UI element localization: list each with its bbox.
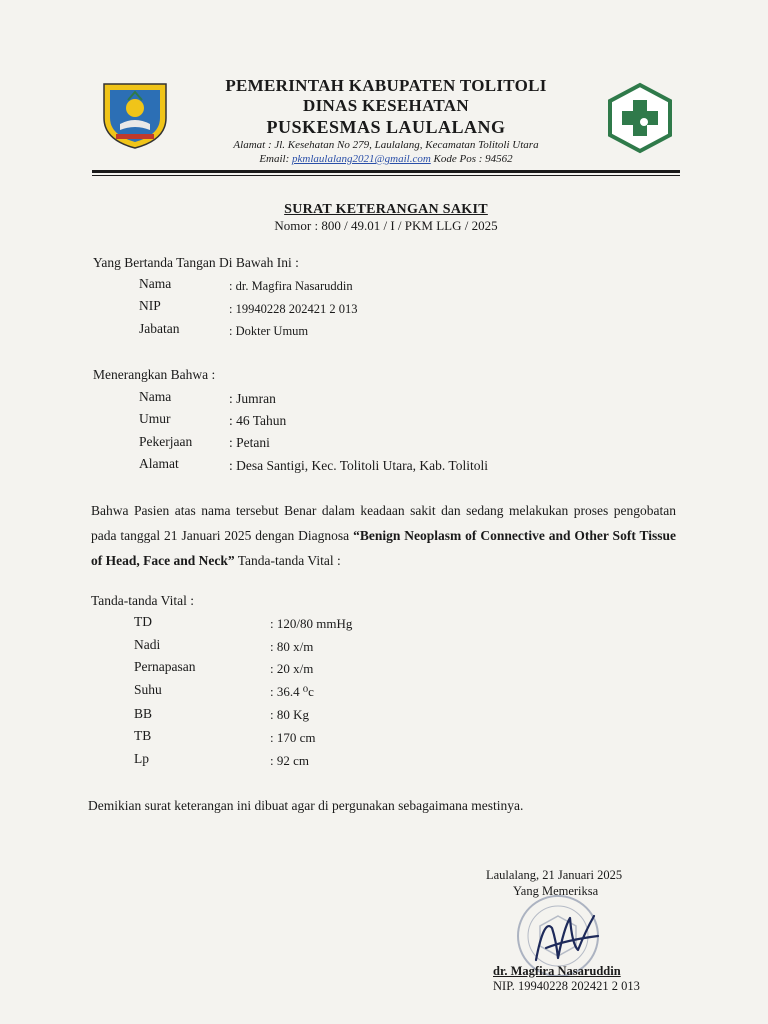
- vital-bp-value: : 120/80 mmHg: [270, 616, 353, 631]
- vital-pulse-label: Nadi: [134, 637, 161, 652]
- signature-role: Yang Memeriksa: [513, 884, 599, 898]
- signer-nip-label: NIP: [139, 298, 161, 313]
- vital-waist-value: : 92 cm: [270, 753, 309, 768]
- letterhead-address: Alamat : Jl. Kesehatan No 279, Laulalang, Kecamatan Tolitoli Utara: [233, 139, 539, 151]
- patient-intro: Menerangkan Bahwa :: [93, 367, 216, 382]
- patient-age-label: Umur: [139, 411, 171, 426]
- vital-waist-label: Lp: [134, 751, 149, 766]
- email-link[interactable]: pkmlaulalang2021@gmail.com: [292, 153, 431, 165]
- statement-text: Bahwa Pasien atas nama tersebut Benar dalam keadaan sakit dan sedang melakukan proses pengobatan pada tanggal 21 Januari 2025 dengan Diagnosa: [91, 503, 676, 543]
- closing-statement: Demikian surat keterangan ini dibuat agar di pergunakan sebagaimana mestinya.: [88, 798, 524, 813]
- letterhead-government: PEMERINTAH KABUPATEN TOLITOLI: [225, 76, 547, 95]
- document-title: SURAT KETERANGAN SAKIT: [284, 202, 488, 217]
- vitals-heading: Tanda-tanda Vital :: [91, 593, 194, 608]
- diagnosis-name: “Benign Neoplasm of Connective and Other Soft Tissue of Head, Face and Neck”: [91, 528, 676, 568]
- patient-occupation-value: : Petani: [229, 435, 270, 450]
- signature-name: dr. Magfira Nasaruddin: [493, 964, 621, 978]
- regency-crest-icon: [98, 78, 172, 150]
- letterhead-clinic: PUSKESMAS LAULALANG: [266, 117, 506, 137]
- vital-height-label: TB: [134, 728, 152, 743]
- signer-position-value: : Dokter Umum: [229, 324, 309, 338]
- vital-respiration-label: Pernapasan: [134, 659, 196, 674]
- signer-name-label: Nama: [139, 276, 172, 291]
- patient-name-value: : Jumran: [229, 391, 276, 406]
- health-cross-icon: [604, 82, 676, 154]
- signature-place-date: Laulalang, 21 Januari 2025: [486, 868, 623, 882]
- signer-nip-value: : 19940228 202421 2 013: [229, 302, 358, 316]
- letterhead-divider-thick: [92, 170, 680, 173]
- postal-code: Kode Pos : 94562: [433, 153, 513, 165]
- patient-age-value: : 46 Tahun: [229, 413, 287, 428]
- patient-occupation-label: Pekerjaan: [139, 434, 193, 449]
- signature-nip: NIP. 19940228 202421 2 013: [493, 979, 640, 993]
- vital-pulse-value: : 80 x/m: [270, 639, 314, 654]
- vital-weight-value: : 80 Kg: [270, 707, 309, 722]
- vital-temperature-label: Suhu: [134, 682, 162, 697]
- vital-height-value: : 170 cm: [270, 730, 316, 745]
- signer-name-value: : dr. Magfira Nasaruddin: [229, 279, 353, 293]
- statement-vitals-lead: Tanda-tanda Vital :: [234, 553, 341, 568]
- diagnosis-statement: [91, 498, 676, 573]
- letterhead-department: DINAS KESEHATAN: [303, 96, 469, 115]
- vital-weight-label: BB: [134, 706, 153, 721]
- vital-temperature-value: : 36.4 ⁰c: [270, 684, 314, 699]
- signer-position-label: Jabatan: [139, 321, 180, 336]
- patient-address-value: : Desa Santigi, Kec. Tolitoli Utara, Kab. Tolitoli: [229, 458, 488, 473]
- letterhead-contact: [205, 153, 567, 165]
- vital-bp-label: TD: [134, 614, 152, 629]
- patient-address-label: Alamat: [139, 456, 179, 471]
- patient-name-label: Nama: [139, 389, 172, 404]
- document-number: Nomor : 800 / 49.01 / I / PKM LLG / 2025: [274, 218, 498, 233]
- email-label: Email:: [259, 153, 290, 165]
- vital-respiration-value: : 20 x/m: [270, 661, 314, 676]
- signer-intro: Yang Bertanda Tangan Di Bawah Ini :: [93, 255, 299, 270]
- letterhead-divider-thin: [92, 175, 680, 176]
